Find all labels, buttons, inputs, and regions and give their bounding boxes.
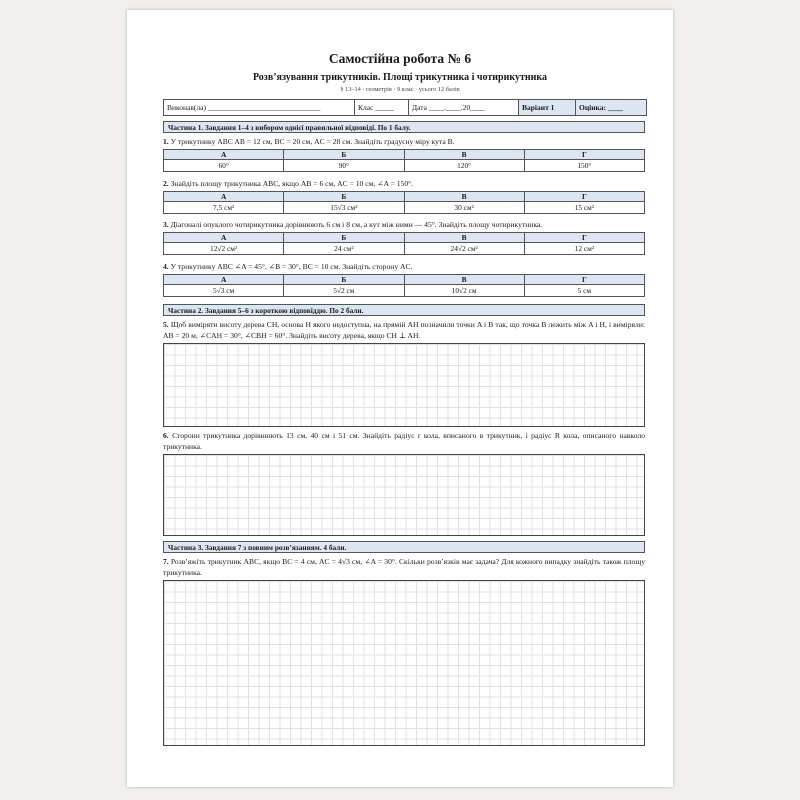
- option-header: Г: [524, 192, 644, 202]
- answer-table-2: [163, 191, 645, 214]
- option-header: А: [164, 150, 284, 160]
- worksheet-page: [127, 10, 673, 787]
- option-header: Г: [524, 275, 644, 285]
- page-title: Самостійна робота № 6: [328, 51, 472, 66]
- question-3: 3. Діагоналі опуклого чотирикутника дорівнюють 6 см і 8 см, а кут між ними — 45°. Знайдіть площу чотирикутника.: [163, 220, 543, 229]
- option-header: Г: [524, 233, 644, 243]
- answer-option[interactable]: 12 см²: [524, 243, 644, 255]
- answer-grid-7[interactable]: [163, 580, 645, 746]
- answer-grid-5[interactable]: [163, 343, 645, 427]
- option-header: А: [164, 275, 284, 285]
- answer-option[interactable]: 90°: [284, 160, 404, 172]
- answer-grid-6[interactable]: [163, 454, 645, 536]
- option-header: В: [404, 233, 524, 243]
- option-header: В: [404, 150, 524, 160]
- answer-option[interactable]: 24√2 см²: [404, 243, 524, 255]
- answer-option[interactable]: 30 см²: [404, 202, 524, 214]
- answer-table-4: [163, 274, 645, 297]
- option-header: Б: [284, 275, 404, 285]
- answer-option[interactable]: 12√2 см²: [164, 243, 284, 255]
- question-7: 7. Розв’яжіть трикутник ABC, якщо BC = 4 см, AC = 4√3 см, ∠A = 30°. Скільки розв’язків має задача? Для кожного випадку знайдіть також площу трикутника.: [163, 557, 645, 577]
- answer-option[interactable]: 24 см²: [284, 243, 404, 255]
- grade-field: Оцінка: ____: [576, 100, 646, 115]
- answer-option[interactable]: 120°: [404, 160, 524, 172]
- student-info-bar: [163, 99, 647, 116]
- answer-option[interactable]: 15√3 см²: [284, 202, 404, 214]
- answer-option[interactable]: 15 см²: [524, 202, 644, 214]
- question-1: 1. У трикутнику ABC AB = 12 см, BC = 20 см, AC = 28 см. Знайдіть градусну міру кута B.: [163, 137, 455, 146]
- answer-option[interactable]: 5√3 см: [164, 285, 284, 297]
- option-header: А: [164, 233, 284, 243]
- question-2: 2. Знайдіть площу трикутника ABC, якщо AB = 6 см, AC = 10 см, ∠A = 150°.: [163, 179, 414, 188]
- answer-table-3: [163, 232, 645, 255]
- page-meta: § 13–14 · геометрія · 9 клас · усього 12 балів: [340, 86, 460, 93]
- option-header: В: [404, 275, 524, 285]
- part-2-header: Частина 2. Завдання 5–6 з короткою відповіддю. По 2 бали.: [163, 304, 645, 316]
- answer-option[interactable]: 5√2 см: [284, 285, 404, 297]
- option-header: Б: [284, 150, 404, 160]
- page-subtitle: Розв’язування трикутників. Площі трикутника і чотирикутника: [252, 72, 548, 83]
- part-3-header: Частина 3. Завдання 7 з повним розв’язанням. 4 бали.: [163, 541, 645, 553]
- question-5: 5. Щоб виміряти висоту дерева CH, основа H якого недоступна, на прямій AH позначили точки A і B так, що точка B лежить між A і H, і виміряли: AB = 20 м, ∠CAH = 30°, ∠CBH = 60°. Знайдіть висоту дерева, якщо CH ⊥ AH.: [163, 320, 645, 340]
- name-field[interactable]: Виконав(ла) ______________________________: [164, 100, 355, 115]
- question-6: 6. Сторони трикутника дорівнюють 13 см, 40 см і 51 см. Знайдіть радіус r кола, вписаного в трикутник, і радіус R кола, описаного навколо трикутника.: [163, 431, 645, 451]
- answer-table-1: [163, 149, 645, 172]
- answer-option[interactable]: 7,5 см²: [164, 202, 284, 214]
- option-header: Г: [524, 150, 644, 160]
- option-header: В: [404, 192, 524, 202]
- answer-option[interactable]: 5 см: [524, 285, 644, 297]
- part-1-header: Частина 1. Завдання 1–4 з вибором однієї правильної відповіді. По 1 балу.: [163, 121, 645, 133]
- option-header: Б: [284, 233, 404, 243]
- question-4: 4. У трикутнику ABC ∠A = 45°, ∠B = 30°, BC = 10 см. Знайдіть сторону AC.: [163, 262, 413, 271]
- variant-label: Варіант 1: [519, 100, 576, 115]
- answer-option[interactable]: 10√2 см: [404, 285, 524, 297]
- option-header: Б: [284, 192, 404, 202]
- answer-option[interactable]: 150°: [524, 160, 644, 172]
- date-field[interactable]: Дата ____.____.20____: [409, 100, 519, 115]
- answer-option[interactable]: 60°: [164, 160, 284, 172]
- option-header: А: [164, 192, 284, 202]
- class-field[interactable]: Клас _____: [355, 100, 409, 115]
